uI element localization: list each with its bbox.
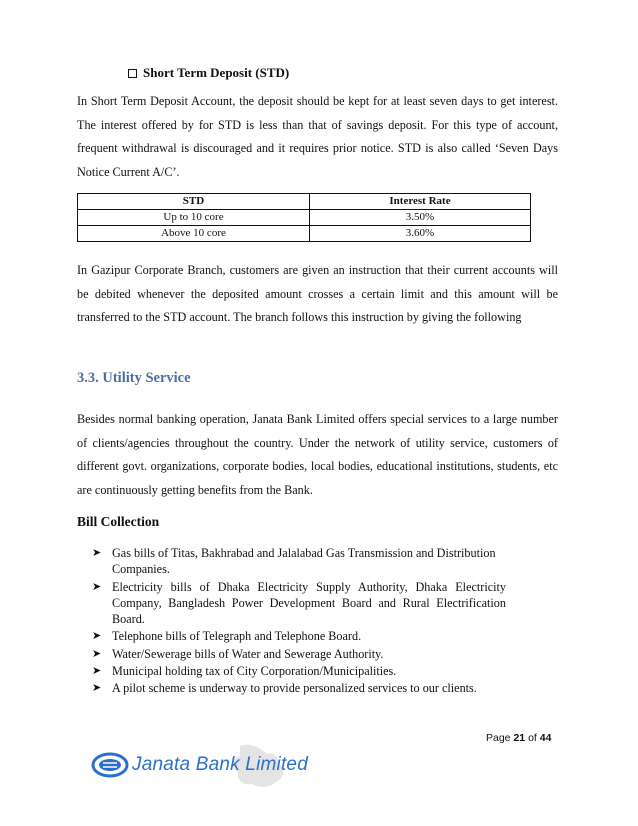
janata-bank-logo [90, 742, 360, 792]
arrow-bullet-icon: ➤ [92, 681, 102, 695]
table-row [78, 226, 531, 242]
list-item: ➤ Water/Sewerage bills of Water and Sewerage Authority. [92, 646, 384, 661]
logo-text: Janata Bank Limited [132, 754, 308, 775]
arrow-bullet-icon: ➤ [92, 579, 102, 593]
list-item: ➤ Electricity bills of Dhaka Electricity Supply Authority, Dhaka Electricity Company, Bangladesh Power Development Board and Rural Electrification Board. [92, 579, 506, 627]
table-cell: 3.50% [310, 210, 531, 226]
table-header-interest-rate: Interest Rate [310, 194, 531, 210]
interest-rate-table [77, 193, 531, 242]
bill-collection-title: Bill Collection [77, 514, 160, 529]
table-header-std: STD [78, 194, 310, 210]
std-paragraph: In Short Term Deposit Account, the deposit should be kept for at least seven days to get interest. The interest offered by for STD is less than that of savings deposit. For this type of account, frequent withdrawal is discouraged and it requires prior notice. STD is also called ‘Seven Days Notice Current A/C’. [77, 94, 558, 179]
page-number: Page 21 of 44 [486, 732, 552, 744]
arrow-bullet-icon: ➤ [92, 664, 102, 678]
arrow-bullet-icon: ➤ [92, 546, 102, 559]
table-cell: Above 10 core [78, 226, 310, 242]
table-cell: Up to 10 core [78, 210, 310, 226]
std-heading-text: Short Term Deposit (STD) [143, 65, 290, 80]
list-item: ➤ Telephone bills of Telegraph and Telephone Board. [92, 629, 362, 644]
table-cell: 3.60% [310, 226, 531, 242]
table-row [78, 210, 531, 226]
bill-list [92, 545, 506, 698]
utility-paragraph: Besides normal banking operation, Janata Bank Limited offers special services to a large number of clients/agencies throughout the country. Under the network of utility service, customers of different govt. organizations, corporate bodies, local bodies, educational institutions, students, etc are continuously getting benefits from the Bank. [77, 412, 558, 497]
gazipur-paragraph: In Gazipur Corporate Branch, customers are given an instruction that their current accounts will be debited whenever the deposited amount crosses a certain limit and this amount will be transferred to the STD account. The branch follows this instruction by giving the following [77, 263, 558, 324]
table-header-row [78, 194, 531, 210]
list-item: ➤ Gas bills of Titas, Bakhrabad and Jalalabad Gas Transmission and Distribution Companies. [92, 546, 496, 577]
checkbox-icon [128, 69, 137, 78]
section-title: 3.3. Utility Service [77, 370, 191, 386]
list-item: ➤ A pilot scheme is underway to provide personalized services to our clients. [92, 681, 477, 696]
arrow-bullet-icon: ➤ [92, 646, 102, 660]
std-heading [128, 65, 289, 81]
list-item: ➤ Municipal holding tax of City Corporation/Municipalities. [92, 664, 397, 679]
arrow-bullet-icon: ➤ [92, 629, 102, 643]
